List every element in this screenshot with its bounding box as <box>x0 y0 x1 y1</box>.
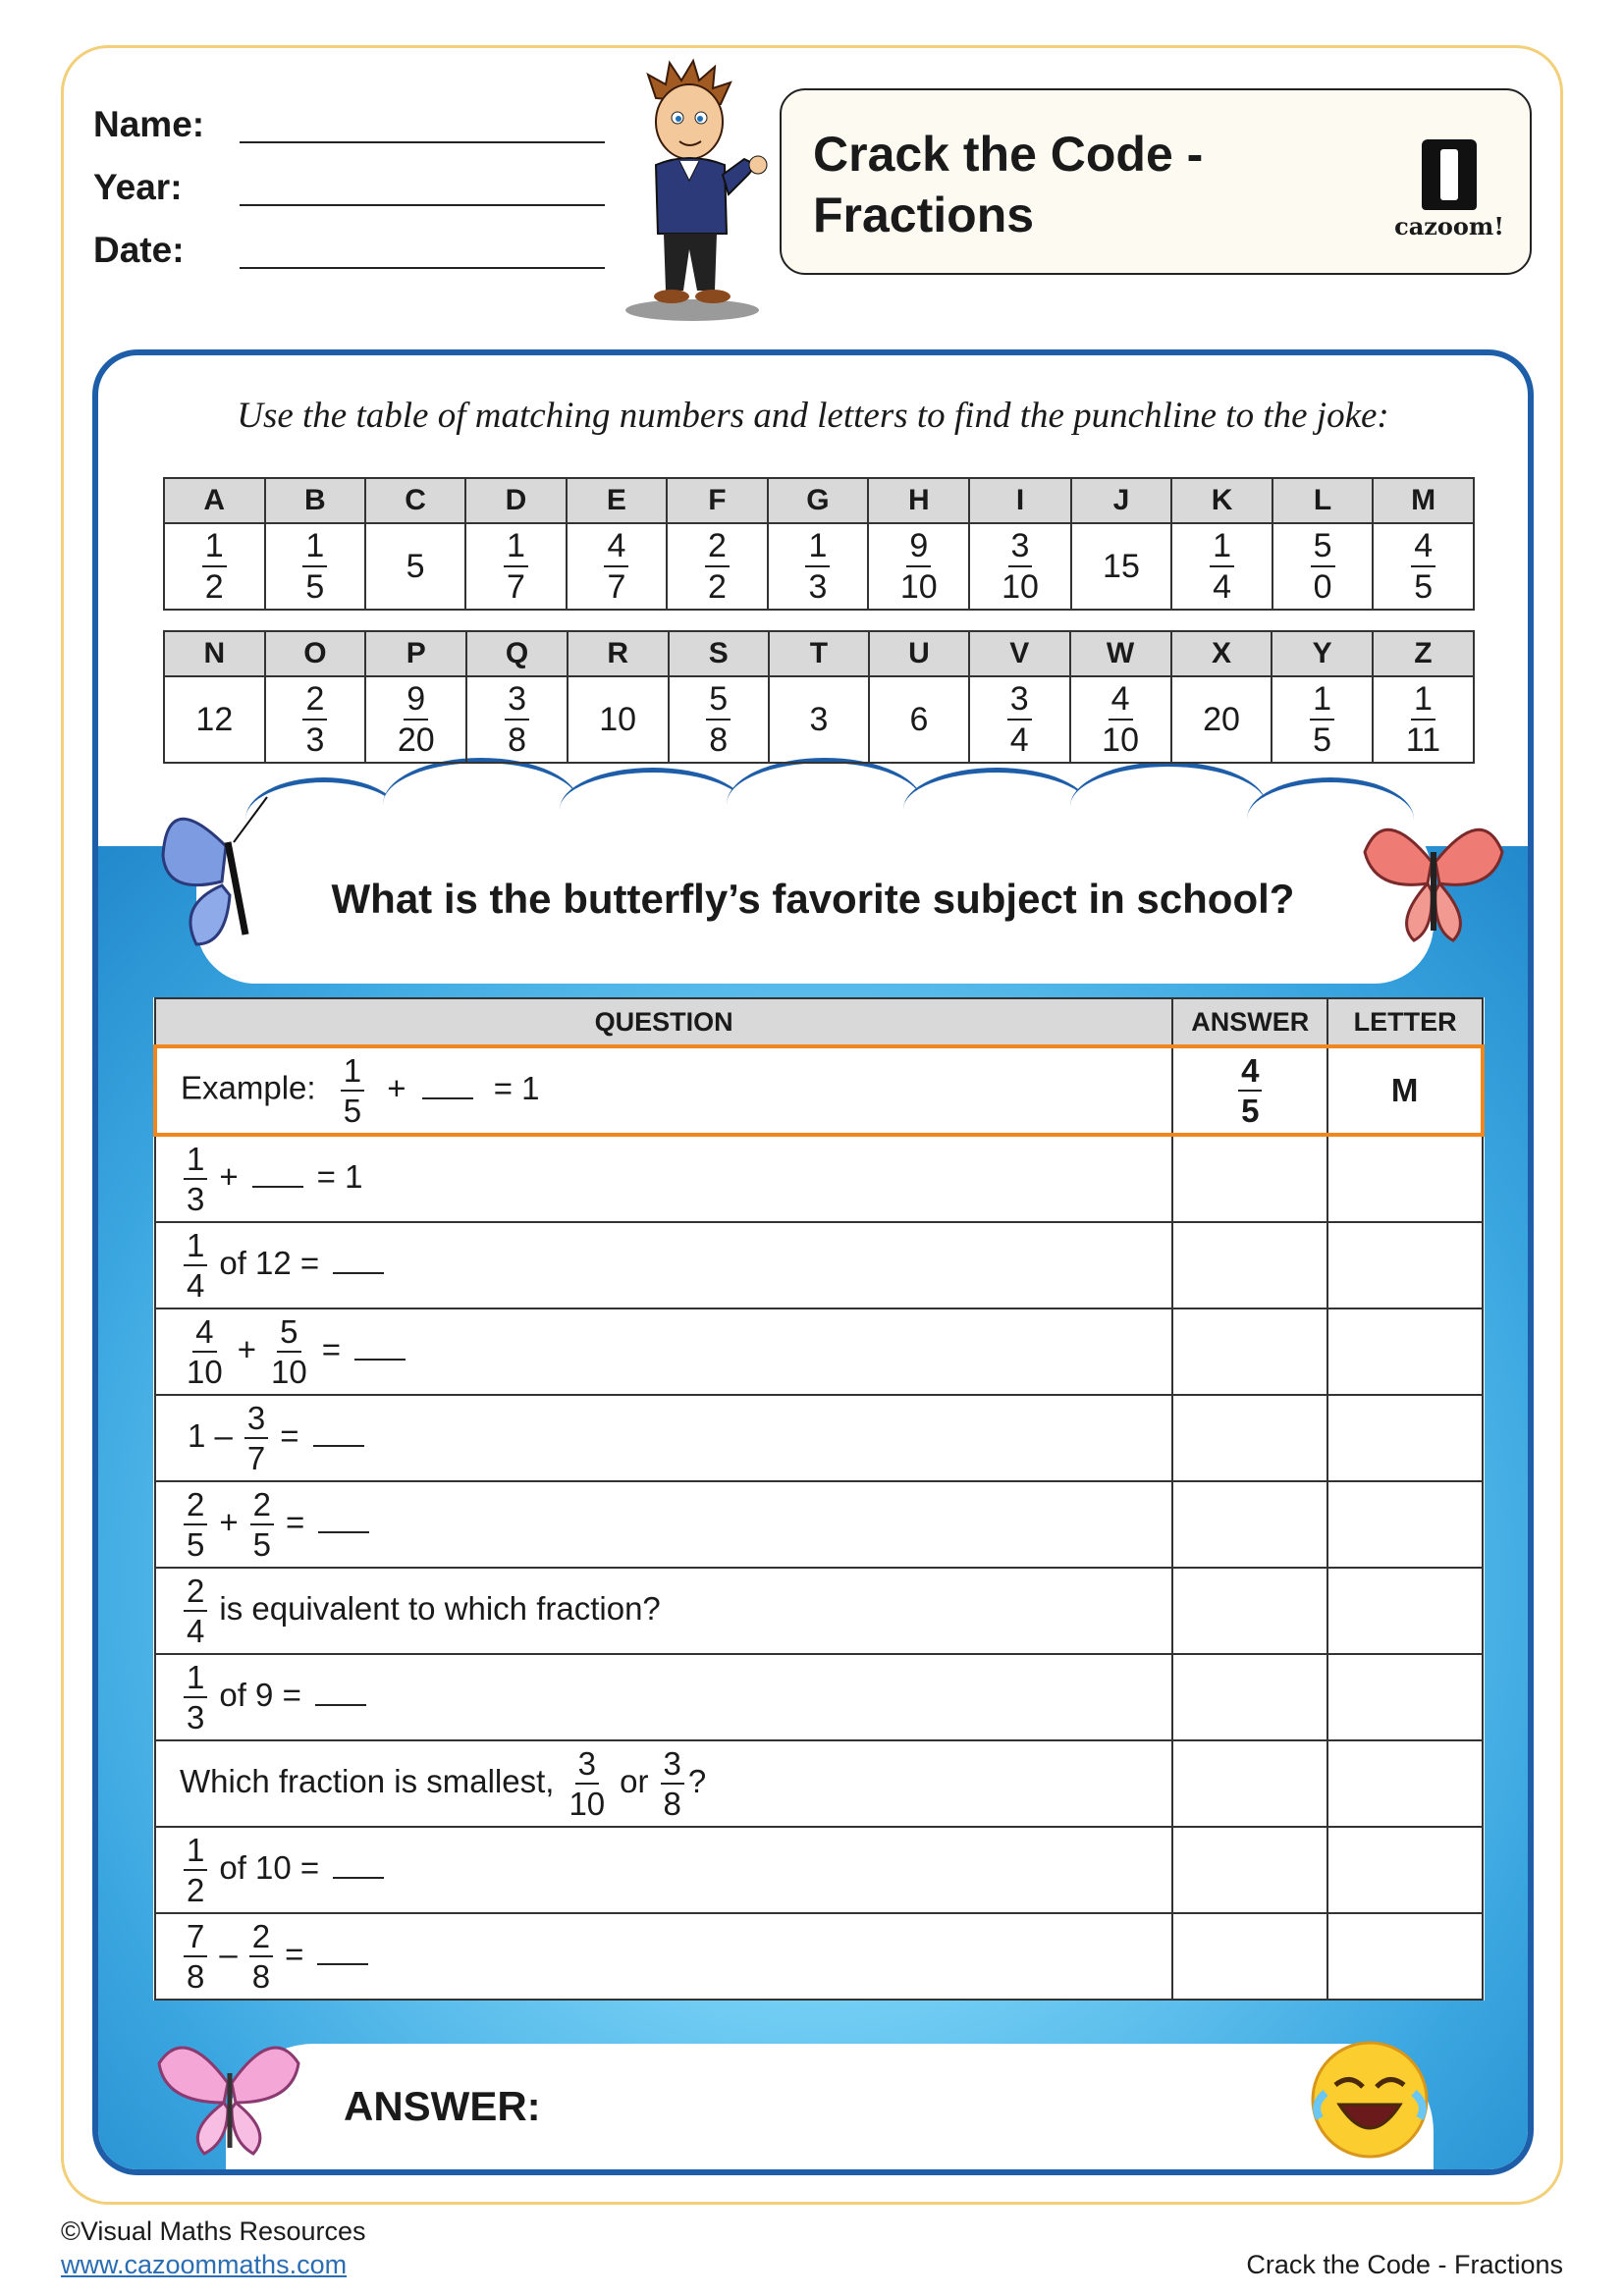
question-cell <box>155 1568 1172 1654</box>
joke-question: What is the butterfly’s favorite subject in school? <box>331 876 1295 922</box>
denominator: 4 <box>1213 568 1232 606</box>
numerator: 7 <box>184 1920 207 1957</box>
denominator: 20 <box>397 721 435 759</box>
fraction <box>504 529 528 604</box>
blank <box>317 1942 368 1965</box>
footer-title: Crack the Code - Fractions <box>1246 2250 1563 2279</box>
denominator: 2 <box>187 1872 205 1908</box>
fraction <box>184 1488 207 1561</box>
denominator: 2 <box>707 568 727 606</box>
numerator: 4 <box>1411 529 1435 567</box>
cartoon-boy-illustration <box>619 57 776 324</box>
fraction <box>505 682 529 757</box>
answer-cell[interactable] <box>1172 1568 1327 1654</box>
worksheet-title: Crack the Code - Fractions <box>813 127 1204 242</box>
denominator: 4 <box>187 1613 205 1649</box>
denominator: 5 <box>187 1526 205 1563</box>
code-value-s <box>669 676 769 763</box>
numerator: 3 <box>505 682 529 721</box>
question-cell <box>155 1308 1172 1395</box>
code-value-l <box>1272 523 1374 610</box>
letter-cell[interactable] <box>1327 1827 1483 1913</box>
numerator: 1 <box>302 529 327 567</box>
denominator: 5 <box>305 568 325 606</box>
denominator: 4 <box>187 1267 205 1304</box>
question-cell <box>155 1135 1172 1222</box>
question-text: of 10 = <box>219 1848 320 1886</box>
fraction <box>1403 682 1443 757</box>
main-panel <box>92 349 1534 2175</box>
question-text: – <box>219 1935 238 1972</box>
question-text: Which fraction is smallest, <box>180 1762 555 1799</box>
answer-cell[interactable] <box>1172 1827 1327 1913</box>
denominator: 5 <box>1313 721 1332 759</box>
code-letter-j: J <box>1071 478 1172 523</box>
example-answer <box>1172 1046 1327 1135</box>
question-text: or <box>620 1762 649 1799</box>
numerator: 5 <box>1311 529 1335 567</box>
footer-website-link[interactable]: www.cazoommaths.com <box>61 2250 348 2279</box>
footer-copyright: ©Visual Maths Resources <box>61 2216 366 2246</box>
code-value-n: 12 <box>164 676 265 763</box>
question-text: of 9 = <box>219 1676 301 1713</box>
denominator: 5 <box>252 1526 271 1563</box>
code-value-q <box>466 676 567 763</box>
question-table <box>153 997 1485 2001</box>
answer-cell[interactable] <box>1172 1654 1327 1740</box>
denominator: 3 <box>187 1699 205 1735</box>
denominator: 10 <box>1102 721 1139 759</box>
question-row <box>155 1913 1483 2000</box>
letter-cell[interactable] <box>1327 1654 1483 1740</box>
code-value-c: 5 <box>365 523 465 610</box>
question-row <box>155 1308 1483 1395</box>
code-table-row-2 <box>163 630 1475 764</box>
question-cell <box>155 1222 1172 1308</box>
fraction <box>184 1315 226 1388</box>
letter-cell[interactable] <box>1327 1740 1483 1827</box>
numerator: 3 <box>1007 682 1032 721</box>
fraction <box>184 1575 207 1647</box>
denominator: 10 <box>568 1786 606 1822</box>
cup-icon <box>1422 139 1477 210</box>
numerator: 5 <box>706 682 731 721</box>
question-row <box>155 1395 1483 1481</box>
date-line[interactable] <box>240 267 605 269</box>
numerator: 1 <box>1210 529 1234 567</box>
title-box <box>780 88 1532 275</box>
code-letter-u: U <box>869 631 969 676</box>
numerator: 2 <box>705 529 730 567</box>
fraction <box>706 682 731 757</box>
code-letter-s: S <box>669 631 769 676</box>
code-value-b <box>265 523 366 610</box>
fraction <box>999 529 1042 604</box>
code-value-r: 10 <box>568 676 669 763</box>
fraction <box>1007 682 1032 757</box>
question-text: + <box>219 1503 239 1540</box>
code-letter-q: Q <box>466 631 567 676</box>
question-text: of 12 = <box>219 1244 320 1281</box>
code-letter-e: E <box>567 478 668 523</box>
numerator: 1 <box>184 1143 207 1180</box>
answer-cell[interactable] <box>1172 1395 1327 1481</box>
answer-cell[interactable] <box>1172 1481 1327 1568</box>
code-letter-r: R <box>568 631 669 676</box>
code-letter-m: M <box>1373 478 1474 523</box>
question-text: + <box>237 1330 256 1367</box>
numerator: 4 <box>604 529 628 567</box>
numerator: 4 <box>192 1315 216 1353</box>
fraction <box>184 1661 207 1734</box>
question-row <box>155 1827 1483 1913</box>
plus-sign: + <box>387 1069 406 1106</box>
blank <box>333 1855 384 1879</box>
blank <box>252 1164 303 1188</box>
equals-one: = 1 <box>493 1069 540 1106</box>
denominator: 8 <box>251 1958 271 1995</box>
answer-label: ANSWER: <box>344 2083 541 2129</box>
code-letter-v: V <box>969 631 1069 676</box>
fraction <box>1311 529 1335 604</box>
answer-cell[interactable] <box>1172 1308 1327 1395</box>
blank <box>315 1682 366 1706</box>
code-letter-f: F <box>667 478 768 523</box>
letter-cell[interactable] <box>1327 1222 1483 1308</box>
denominator: 3 <box>808 568 828 606</box>
numerator: 1 <box>1310 682 1334 721</box>
numerator: 3 <box>244 1402 268 1439</box>
year-label: Year: <box>93 167 183 207</box>
code-value-d <box>465 523 567 610</box>
code-value-f <box>667 523 768 610</box>
date-label: Date: <box>93 230 185 270</box>
numerator: 9 <box>906 529 931 567</box>
code-value-k <box>1171 523 1272 610</box>
numerator: 2 <box>184 1575 207 1612</box>
code-value-w <box>1070 676 1171 763</box>
numerator: 2 <box>302 682 327 721</box>
question-table-header <box>155 998 1483 1046</box>
instructions-text: Use the table of matching numbers and letters to find the punchline to the joke: <box>237 396 1389 436</box>
code-value-x: 20 <box>1171 676 1272 763</box>
code-value-u: 6 <box>869 676 969 763</box>
denominator: 0 <box>1313 568 1332 606</box>
question-row <box>155 1481 1483 1568</box>
numerator: 4 <box>1238 1054 1262 1092</box>
numerator: 1 <box>504 529 528 567</box>
question-row <box>155 1568 1483 1654</box>
code-table-row-1 <box>163 477 1475 611</box>
denominator: 8 <box>187 1958 205 1995</box>
letter-cell[interactable] <box>1327 1481 1483 1568</box>
numerator: 9 <box>404 682 428 721</box>
answer-cell[interactable] <box>1172 1740 1327 1827</box>
fraction <box>184 1834 207 1906</box>
numerator: 1 <box>805 529 830 567</box>
question-row <box>155 1135 1483 1222</box>
numerator: 2 <box>249 1920 273 1957</box>
denominator: 7 <box>607 568 626 606</box>
question-row <box>155 1654 1483 1740</box>
letter-cell[interactable] <box>1327 1568 1483 1654</box>
fraction <box>604 529 628 604</box>
numerator: 5 <box>277 1315 300 1353</box>
code-letter-g: G <box>768 478 869 523</box>
code-value-z <box>1373 676 1474 763</box>
denominator: 11 <box>1405 721 1441 759</box>
fraction <box>202 529 227 604</box>
numerator: 3 <box>661 1747 684 1785</box>
question-cell <box>155 1913 1172 2000</box>
code-letter-p: P <box>365 631 466 676</box>
numerator: 3 <box>1008 529 1033 567</box>
blank <box>354 1337 406 1361</box>
example-row <box>155 1046 1483 1135</box>
code-value-o <box>265 676 365 763</box>
numerator: 1 <box>1411 682 1435 721</box>
code-letter-l: L <box>1272 478 1374 523</box>
code-value-m <box>1373 523 1474 610</box>
fraction <box>250 1488 274 1561</box>
question-text: is equivalent to which fraction? <box>219 1589 661 1627</box>
code-letter-h: H <box>868 478 969 523</box>
denominator: 8 <box>709 721 729 759</box>
numerator: 3 <box>575 1747 599 1785</box>
question-row <box>155 1222 1483 1308</box>
code-value-p <box>365 676 466 763</box>
denominator: 5 <box>343 1093 362 1129</box>
fraction <box>341 1054 364 1127</box>
denominator: 7 <box>246 1440 266 1476</box>
code-letter-t: T <box>769 631 869 676</box>
question-text: + <box>219 1157 239 1195</box>
denominator: 5 <box>1414 568 1434 606</box>
code-letter-k: K <box>1171 478 1272 523</box>
question-cell <box>155 1740 1172 1827</box>
question-cell <box>155 1654 1172 1740</box>
cloud-bump <box>1070 762 1267 851</box>
letter-cell[interactable] <box>1327 1913 1483 2000</box>
numerator: 1 <box>184 1229 207 1266</box>
numerator: 1 <box>341 1054 364 1092</box>
denominator: 8 <box>663 1786 681 1822</box>
question-text: = 1 <box>316 1157 363 1195</box>
code-value-e <box>567 523 668 610</box>
code-letter-c: C <box>365 478 465 523</box>
name-line[interactable] <box>240 141 605 143</box>
question-text: = <box>285 1935 304 1972</box>
name-label: Name: <box>93 104 205 144</box>
fraction <box>302 529 327 604</box>
fraction <box>302 682 327 757</box>
blank <box>313 1423 364 1447</box>
numerator: 4 <box>1109 682 1133 721</box>
blue-butterfly-illustration <box>157 787 304 954</box>
example-label: Example: <box>181 1069 316 1106</box>
question-cell <box>155 1827 1172 1913</box>
code-letter-a: A <box>164 478 265 523</box>
question-cell <box>155 1395 1172 1481</box>
fraction <box>395 682 438 757</box>
code-letter-i: I <box>969 478 1070 523</box>
fraction <box>1310 682 1334 757</box>
cazoom-logo <box>1390 139 1508 240</box>
denominator: 7 <box>506 568 525 606</box>
question-text: = <box>286 1503 305 1540</box>
code-value-t: 3 <box>769 676 869 763</box>
code-letter-z: Z <box>1373 631 1474 676</box>
fraction <box>705 529 730 604</box>
fraction <box>184 1143 207 1215</box>
example-question <box>155 1046 1172 1135</box>
question-text: = <box>321 1330 341 1367</box>
logo-wordmark: cazoom! <box>1394 212 1504 240</box>
fraction <box>1238 1054 1262 1127</box>
answer-column-header: ANSWER <box>1172 998 1327 1046</box>
pink-butterfly-bottom-illustration <box>145 2024 312 2162</box>
blank <box>422 1076 473 1099</box>
letter-cell[interactable] <box>1327 1395 1483 1481</box>
answer-cell[interactable] <box>1172 1913 1327 2000</box>
denominator: 10 <box>187 1354 223 1390</box>
blank <box>333 1251 384 1274</box>
code-letter-o: O <box>265 631 365 676</box>
code-value-v <box>969 676 1069 763</box>
blank <box>318 1510 369 1533</box>
numerator: 2 <box>184 1488 207 1525</box>
cloud-bump <box>560 768 746 851</box>
question-text: = <box>280 1416 299 1454</box>
denominator: 3 <box>187 1181 205 1217</box>
fraction <box>184 1229 207 1302</box>
denominator: 10 <box>1001 568 1039 606</box>
letter-cell[interactable] <box>1327 1308 1483 1395</box>
example-letter: M <box>1327 1046 1483 1135</box>
denominator: 10 <box>899 568 938 606</box>
year-line[interactable] <box>240 204 605 206</box>
numerator: 1 <box>202 529 227 567</box>
denominator: 2 <box>204 568 224 606</box>
laughing-emoji-icon <box>1306 2036 1434 2163</box>
letter-column-header: LETTER <box>1327 998 1483 1046</box>
cloud-bump <box>383 758 579 851</box>
numerator: 1 <box>184 1661 207 1698</box>
numerator: 1 <box>184 1834 207 1871</box>
denominator: 4 <box>1009 721 1029 759</box>
fraction <box>249 1920 273 1993</box>
question-text: 1 – <box>188 1416 233 1454</box>
fraction <box>1099 682 1142 757</box>
denominator: 10 <box>271 1354 307 1390</box>
code-letter-w: W <box>1070 631 1171 676</box>
letter-cell[interactable] <box>1327 1135 1483 1222</box>
fraction <box>897 529 941 604</box>
denominator: 5 <box>1241 1093 1260 1129</box>
question-column-header: QUESTION <box>155 998 1172 1046</box>
code-value-a <box>164 523 265 610</box>
cloud-bump <box>903 768 1090 851</box>
numerator: 2 <box>250 1488 274 1525</box>
fraction <box>268 1315 310 1388</box>
answer-cell[interactable] <box>1172 1135 1327 1222</box>
pink-butterfly-illustration <box>1355 793 1512 950</box>
question-text: ? <box>687 1762 707 1799</box>
code-value-y <box>1272 676 1372 763</box>
fraction <box>1411 529 1435 604</box>
denominator: 8 <box>508 721 527 759</box>
fraction <box>1210 529 1234 604</box>
fraction <box>566 1747 608 1820</box>
question-cell <box>155 1481 1172 1568</box>
code-letter-n: N <box>164 631 265 676</box>
code-letter-y: Y <box>1272 631 1372 676</box>
fraction <box>184 1920 207 1993</box>
code-letter-x: X <box>1171 631 1272 676</box>
code-letter-b: B <box>265 478 366 523</box>
question-row <box>155 1740 1483 1827</box>
fraction <box>805 529 830 604</box>
code-value-i <box>969 523 1070 610</box>
code-value-j: 15 <box>1071 523 1172 610</box>
code-value-g <box>768 523 869 610</box>
code-value-h <box>868 523 969 610</box>
answer-cell[interactable] <box>1172 1222 1327 1308</box>
fraction <box>244 1402 268 1474</box>
denominator: 3 <box>305 721 325 759</box>
cloud-bump <box>727 758 923 851</box>
code-letter-d: D <box>465 478 567 523</box>
fraction <box>661 1747 684 1820</box>
